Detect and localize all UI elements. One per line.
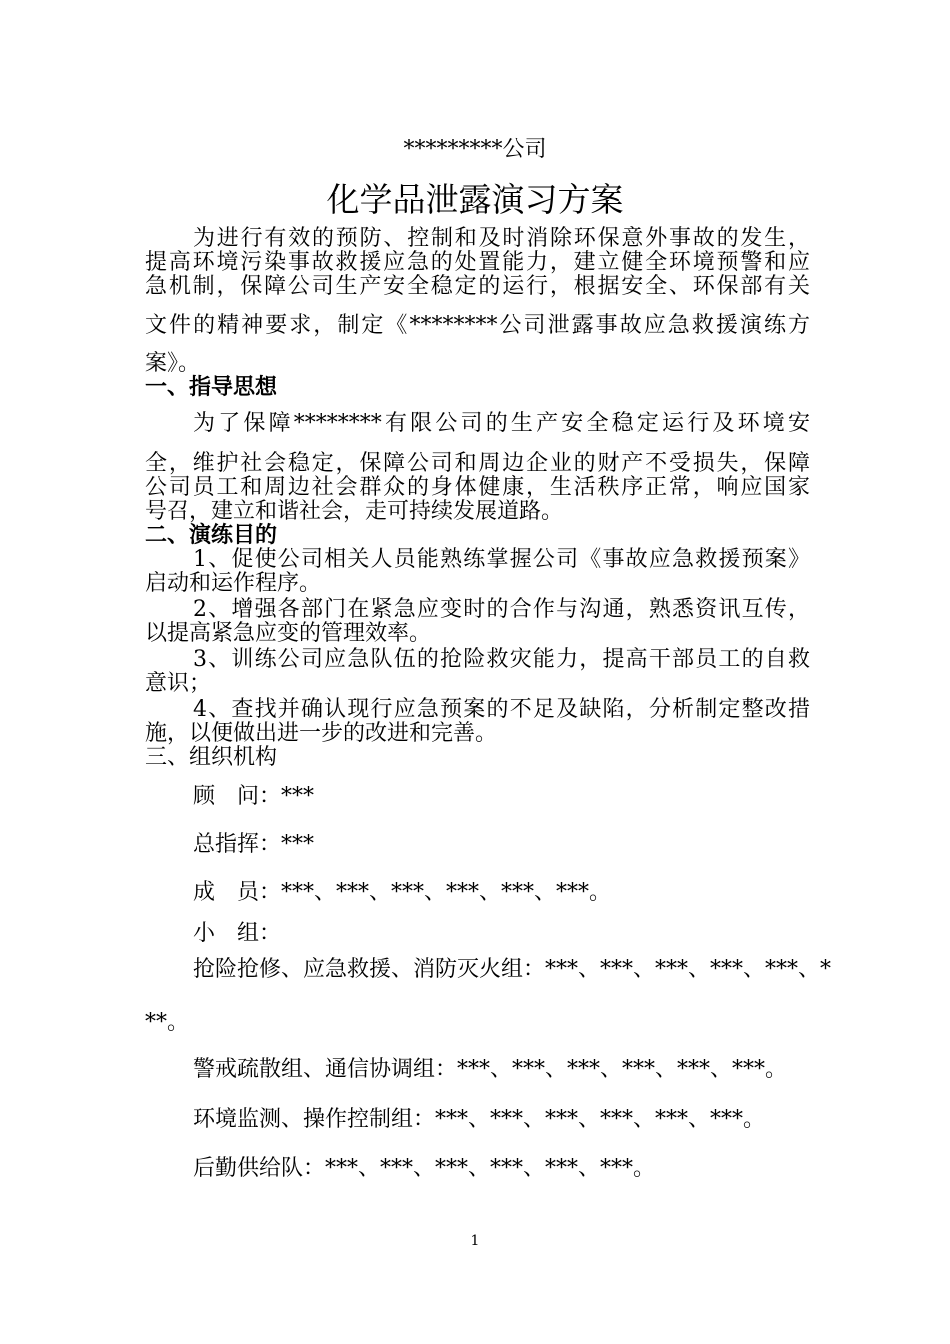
evacuation-group-line: 警戒疏散组、通信协调组：***、***、***、***、***、***。 [193, 1057, 788, 1082]
section-heading-organization: 三、组织机构 [145, 745, 278, 770]
intro-line: 文件的精神要求，制定《********公司泄露事故应急救援演练方 [145, 313, 810, 338]
intro-line: 案》。 [145, 351, 201, 376]
intro-line: 急机制，保障公司生产安全稳定的运行，根据安全、环保部有关 [145, 274, 810, 299]
intro-line: 提高环境污染事故救援应急的处置能力，建立健全环境预警和应 [145, 250, 810, 275]
rescue-group-line-continued: **。 [145, 1010, 190, 1035]
company-name: *********公司 [403, 137, 547, 162]
members-line: 成 员：***、***、***、***、***、***。 [193, 880, 612, 905]
section2-line: 启动和运作程序。 [145, 571, 322, 596]
page-number: 1 [470, 1233, 480, 1249]
logistics-group-line: 后勤供给队：***、***、***、***、***、***。 [193, 1156, 656, 1181]
section1-line: 公司员工和周边社会群众的身体健康，生活秩序正常，响应国家 [145, 475, 810, 500]
section1-line: 号召，建立和谐社会，走可持续发展道路。 [145, 499, 564, 524]
section2-line: 1、促使公司相关人员能熟练掌握公司《事故应急救援预案》 [193, 547, 810, 572]
groups-label: 小 组： [193, 921, 282, 946]
section1-line: 为了保障********有限公司的生产安全稳定运行及环境安 [193, 411, 810, 436]
section2-line: 施，以便做出进一步的改进和完善。 [145, 721, 498, 746]
rescue-group-line: 抢险抢修、应急救援、消防灭火组：***、***、***、***、***、* [193, 957, 832, 982]
section2-line: 4、查找并确认现行应急预案的不足及缺陷，分析制定整改措 [193, 697, 810, 722]
section2-line: 2、增强各部门在紧急应变时的合作与沟通，熟悉资讯互传， [193, 597, 810, 622]
section2-line: 以提高紧急应变的管理效率。 [145, 621, 432, 646]
section2-line: 意识； [145, 671, 212, 696]
section1-line: 全，维护社会稳定，保障公司和周边企业的财产不受损失，保障 [145, 451, 810, 476]
adviser-line: 顾 问：*** [193, 784, 315, 809]
commander-line: 总指挥：*** [193, 832, 315, 857]
document-title: 化学品泄露演习方案 [326, 180, 624, 219]
section-heading-drill-purpose: 二、演练目的 [145, 523, 278, 548]
intro-line: 为进行有效的预防、控制和及时消除环保意外事故的发生， [193, 226, 810, 251]
monitoring-group-line: 环境监测、操作控制组：***、***、***、***、***、***。 [193, 1107, 766, 1132]
section-heading-guiding-ideology: 一、指导思想 [145, 375, 278, 400]
section2-line: 3、训练公司应急队伍的抢险救灾能力，提高干部员工的自救 [193, 647, 810, 672]
